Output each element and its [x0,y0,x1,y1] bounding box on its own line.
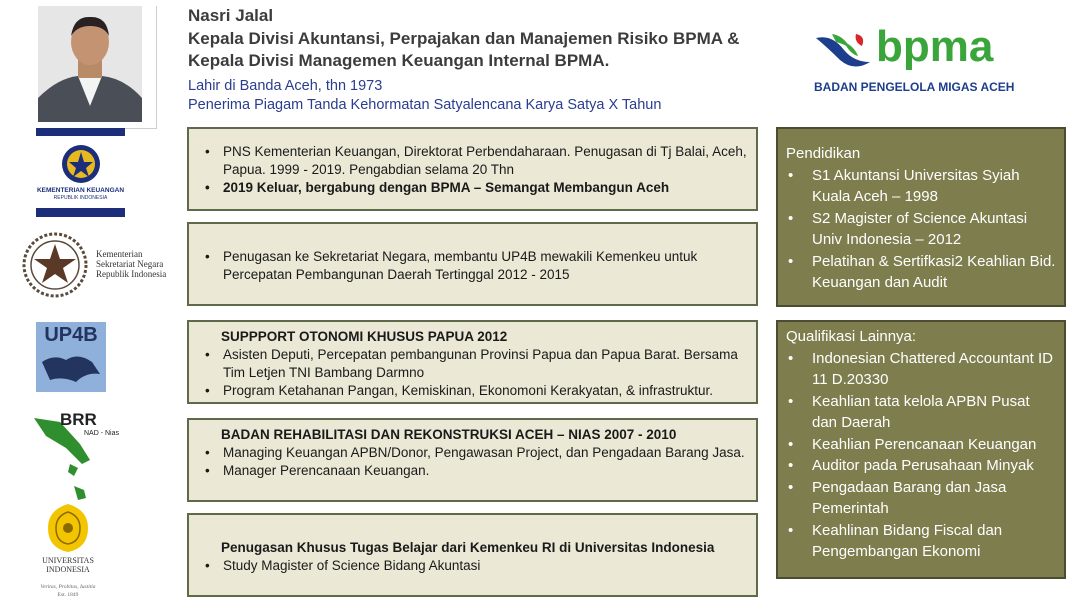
education-item: • Pelatihan & Sertifkasi2 Keahlian Bid. Keuangan dan Audit [786,251,1058,294]
brr-subtext: NAD - Nias [84,430,120,437]
birth-info: Lahir di Banda Aceh, thn 1973 [188,78,383,94]
setneg-line-3: Republik Indonesia [96,269,167,279]
experience-box-brr [187,418,758,502]
setneg-line-2: Sekretariat Negara [96,259,164,269]
ui-logo [30,484,106,600]
bpma-logo [812,22,1015,96]
title-line-1: Kepala Divisi Akuntansi, Perpajakan dan Manajemen Risiko BPMA & [188,29,740,48]
experience-item: • Study Magister of Science Bidang Akuntasi [199,557,748,575]
qualifications-heading: Qualifikasi Lainnya: [786,328,917,345]
experience-item: • Managing Keuangan APBN/Donor, Pengawasan Project, dan Pengadaan Barang Jasa. [199,444,748,462]
experience-box-ui [187,513,758,597]
experience-item: • Manager Perencanaan Keuangan. [199,462,748,480]
qualification-item: • Keahlinan Bidang Fiscal dan Pengembangan Ekonomi [786,520,1058,563]
bpma-swoosh-icon [814,32,876,72]
education-heading: Pendidikan [786,145,861,162]
experience-box-kemenkeu [187,127,758,211]
ui-line-1: UNIVERSITAS [42,556,94,565]
profile-photo [38,6,142,122]
up4b-logo [36,322,106,392]
experience-heading: Penugasan Khusus Tugas Belajar dari Kemenkeu RI di Universitas Indonesia [221,540,715,555]
kemenkeu-bar [36,208,125,217]
ui-island-icon [42,484,94,502]
kemenkeu-logo [36,137,125,217]
brr-logo [30,410,118,476]
education-item: • S1 Akuntansi Universitas Syiah Kuala Aceh – 1998 [786,165,1058,208]
qualification-item: • Indonesian Chattered Accountant ID 11 D.20330 [786,348,1058,391]
person-subtitle [188,77,661,115]
setneg-line-1: Kementerian [96,249,143,259]
ui-motto: Veritas, Probitas, Iustitia [40,584,96,590]
experience-item: • PNS Kementerian Keuangan, Direktorat Perbendaharaan. Penugasan di Tj Balai, Aceh, Papua. 1999 - 2019. Pengabdian selama 20 Thn [199,143,748,179]
kemenkeu-subtext: REPUBLIK INDONESIA [53,195,108,201]
setneg-logo [22,232,182,302]
education-item: • S2 Magister of Science Akuntasi Univ Indonesia – 2012 [786,208,1058,251]
bpma-wordmark: bpma [876,22,994,71]
experience-item: • Asisten Deputi, Percepatan pembangunan Provinsi Papua dan Papua Barat. Bersama Tim Letjen TNI Bambang Darmno [199,346,748,382]
kemenkeu-emblem-icon [60,143,102,185]
ui-line-2: INDONESIA [46,565,90,574]
experience-heading: BADAN REHABILITASI DAN REKONSTRUKSI ACEH – NIAS 2007 - 2010 [221,427,677,442]
experience-item: • Penugasan ke Sekretariat Negara, membantu UP4B mewakili Kemenkeu untuk Percepatan Pembangunan Daerah Tertinggal 2012 - 2015 [199,248,748,284]
person-name: Nasri Jalal [188,6,274,25]
accent-bar [36,128,125,136]
ui-makara-icon [44,502,92,554]
title-line-2: Kepala Divisi Managemen Keuangan Internal BPMA. [188,51,610,70]
experience-box-setneg [187,222,758,306]
person-title [188,28,739,72]
kemenkeu-text: KEMENTERIAN KEUANGAN [36,187,125,194]
award-info: Penerima Piagam Tanda Kehormatan Satyalencana Karya Satya X Tahun [188,97,662,113]
divider-vertical [156,6,157,128]
education-panel [776,127,1066,307]
ui-est: Est. 1849 [57,592,79,598]
divider-horizontal [124,128,157,129]
brr-text: BRR [60,410,97,429]
qualification-item: • Auditor pada Perusahaan Minyak [786,455,1058,477]
bpma-tagline: BADAN PENGELOLA MIGAS ACEH [814,80,1015,94]
setneg-emblem-icon [22,232,88,298]
ui-text [30,556,106,574]
qualification-item: • Pengadaan Barang dan Jasa Pemerintah [786,477,1058,520]
qualification-item: • Keahlian tata kelola APBN Pusat dan Daerah [786,391,1058,434]
experience-box-up4b [187,320,758,404]
setneg-text [96,249,166,279]
up4b-text: UP4B [44,324,98,346]
experience-heading: SUPPPORT OTONOMI KHUSUS PAPUA 2012 [221,329,508,344]
experience-item: • Program Ketahanan Pangan, Kemiskinan, Ekonomoni Kerakyatan, & infrastruktur. [199,382,748,400]
experience-item: • 2019 Keluar, bergabung dengan BPMA – Semangat Membangun Aceh [199,179,748,197]
qualifications-panel [776,320,1066,579]
qualification-item: • Keahlian Perencanaan Keuangan [786,434,1058,456]
